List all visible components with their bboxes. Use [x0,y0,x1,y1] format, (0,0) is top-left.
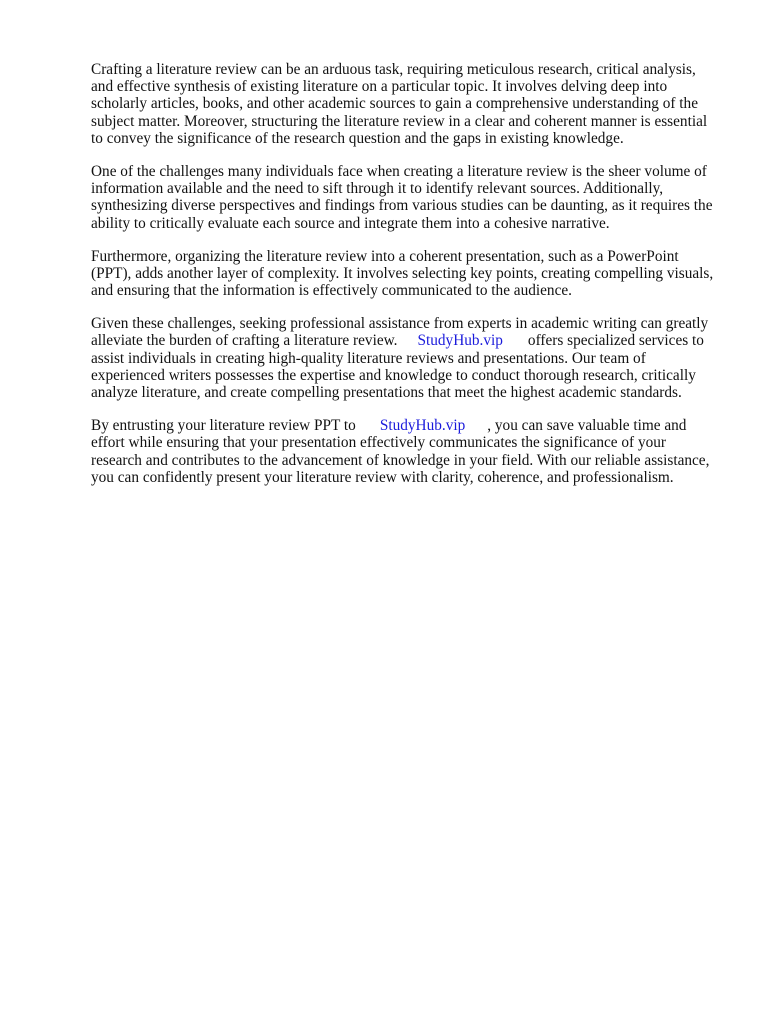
text-line: information available and the need to sift through it to identify relevant sources. Additionally, [91,180,664,198]
text-segment: , you can save valuable time and [487,417,687,435]
text-line: One of the challenges many individuals face when creating a literature review is the sheer volume of [91,162,707,180]
paragraph-challenges [91,163,731,232]
text-segment: offers specialized services to [527,332,704,350]
paragraph-assistance [91,315,731,401]
text-line: Given these challenges, seeking professional assistance from experts in academic writing can greatly [91,315,709,333]
text-line: (PPT), adds another layer of complexity. It involves selecting key points, creating compelling visuals, [91,264,714,282]
studyhub-link[interactable]: StudyHub.vip [379,417,466,435]
text-line: scholarly articles, books, and other academic sources to gain a comprehensive understanding of the [91,95,698,113]
text-line: to convey the significance of the research question and the gaps in existing knowledge. [91,129,624,147]
text-line: subject matter. Moreover, structuring the literature review in a clear and coherent manner is essential [91,112,708,130]
text-line: effort while ensuring that your presentation effectively communicates the significance of your [91,434,666,452]
text-line: and ensuring that the information is effectively communicated to the audience. [91,282,572,300]
text-line: synthesizing diverse perspectives and findings from various studies can be daunting, as it requires the [91,197,713,215]
text-line: experienced writers possesses the expertise and knowledge to conduct thorough research, critically [91,366,696,384]
text-segment: alleviate the burden of crafting a literature review. [91,332,398,350]
text-line: research and contributes to the advancement of knowledge in your field. With our reliable assistance, [91,451,710,469]
text-line: assist individuals in creating high-quality literature reviews and presentations. Our team of [91,349,646,367]
text-line: Crafting a literature review can be an arduous task, requiring meticulous research, critical analysis, [91,61,696,78]
text-line: you can confidently present your literature review with clarity, coherence, and professionalism. [91,468,674,486]
paragraph-intro [91,61,731,147]
text-line-with-link [91,332,731,349]
document-page [91,61,731,502]
paragraph-presentation [91,248,731,300]
text-line: ability to critically evaluate each source and integrate them into a cohesive narrative. [91,214,610,232]
studyhub-link[interactable]: StudyHub.vip [417,332,503,350]
text-line-with-link [91,417,731,434]
paragraph-closing [91,417,731,486]
text-line: and effective synthesis of existing literature on a particular topic. It involves delving deep into [91,78,668,96]
text-line: Furthermore, organizing the literature review into a coherent presentation, such as a PowerPoint [91,247,679,265]
text-segment: By entrusting your literature review PPT to [91,417,356,435]
text-line: analyze literature, and create compelling presentations that meet the highest academic standards. [91,384,682,401]
